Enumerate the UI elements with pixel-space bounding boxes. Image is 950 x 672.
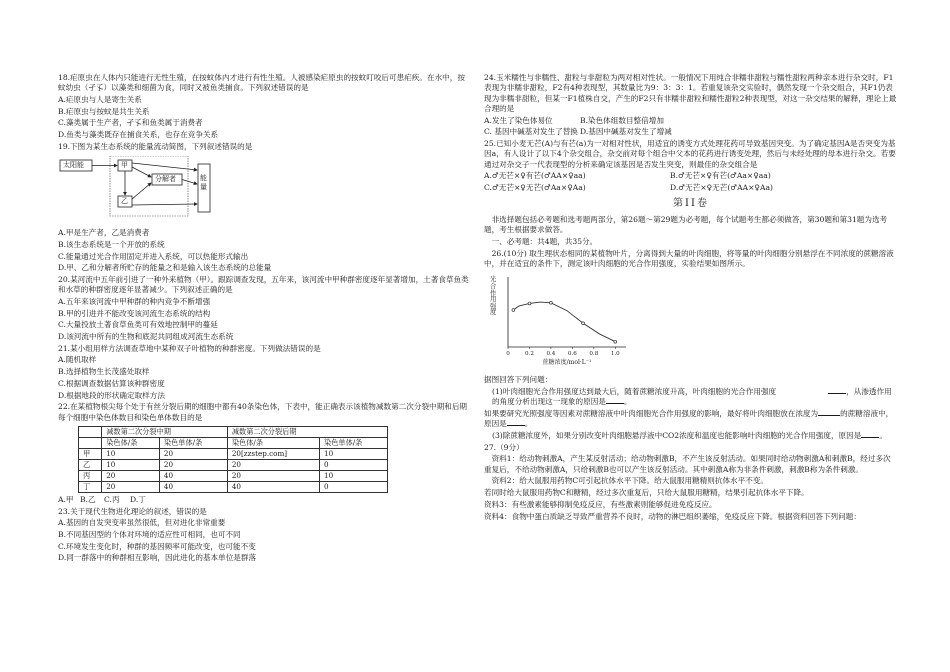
- option-a: A.♂无芒×♀有芒(♂AA×♀aa): [484, 171, 586, 181]
- sub-question-1-text: (1)叶肉细胞光合作用强度达到最大后，随着蔗糖浓度升高，叶肉细胞的光合作用强度: [492, 387, 777, 397]
- option-d: D.丁: [130, 494, 146, 504]
- table-header-cell: 减数第二次分裂后期: [227, 426, 387, 437]
- table-cell: 0: [320, 459, 388, 470]
- data-point: [582, 322, 585, 325]
- answer-blank[interactable]: [818, 415, 840, 416]
- table-header-row: [79, 426, 388, 437]
- table-cell: 10: [320, 470, 388, 481]
- label-sun: 太阳能: [63, 161, 84, 170]
- question-25: [484, 139, 898, 193]
- option-c: C.根据调查数据估算该种群密度: [58, 378, 165, 388]
- table-cell: 40: [159, 470, 227, 481]
- sub-question-2-text-b: 的蔗糖溶液中，原因是: [484, 409, 894, 429]
- material-2-cont: 若同时给大鼠服用药物C和糖精，经过多次重复后，只给大鼠服用糖精，结果引起抗体水平下降。: [484, 488, 809, 498]
- question-stem: 18.疟原虫在人体内只能进行无性生殖，在按蚊体内才进行有性生殖。人被感染疟原虫的按蚊叮咬后可患疟疾。在水中，按蚊幼虫（孑孓）以藻类和细菌为食，同时又被鱼类捕食。下列叙述错误的是: [58, 73, 465, 93]
- table-cell: 20[zzstep.com]: [227, 448, 319, 459]
- option-a: A.五年来该河流中甲种群的种内竞争不断增强: [58, 296, 211, 306]
- x-tick-label: 0: [506, 351, 510, 358]
- option-d: D.该河流中所有的生物和底泥共同组成河流生态系统: [58, 332, 234, 342]
- option-d: D.基因中碱基对发生了增减: [580, 127, 672, 137]
- option-d: D.鱼类与藻类既存在捕食关系，也存在竞争关系: [58, 130, 219, 140]
- table-header-cell: 染色单体/条: [159, 437, 227, 448]
- option-row: [58, 495, 470, 505]
- answer-blank[interactable]: [606, 403, 624, 404]
- option-c: C.丙: [104, 494, 120, 504]
- label-decomposer: 分解者: [155, 175, 176, 184]
- table-cell: 40: [159, 481, 227, 492]
- table-cell: 20: [102, 470, 160, 481]
- option-d: D.甲、乙和分解者所贮存的能量之和是输入该生态系统的总能量: [58, 263, 272, 273]
- table-cell: 20: [159, 448, 227, 459]
- material-4: 资料4：食物中蛋白质缺乏导致严重营养不良时，动物的淋巴组织萎缩，免疫反应下降。根据资料回答下列问题：: [484, 511, 861, 521]
- option-b: B.乙: [80, 494, 96, 504]
- data-point: [550, 302, 553, 305]
- question-18: [58, 73, 470, 140]
- option-b: B.甲的引进并不能改变该河流生态系统的结构: [58, 308, 211, 318]
- label-yi: 乙: [121, 197, 128, 206]
- question-stem: 22.在某植物根尖每个处于有丝分裂后期的细胞中都有40条染色体，下表中，能正确表示该植物减数第二次分裂中期和后期每个细胞中染色体数目和染色单体数目的是: [58, 402, 468, 422]
- option-row: [484, 116, 898, 126]
- option-d: D.♂无芒×♀无芒(♂AA×♀Aa): [670, 183, 773, 193]
- option-row: [484, 127, 898, 137]
- table-row: [79, 470, 388, 481]
- table-row: [79, 448, 388, 459]
- x-tick-label: 0.8: [589, 351, 599, 358]
- table-cell: 20: [227, 459, 319, 470]
- table-header-cell: 染色体/条: [227, 437, 319, 448]
- chromosome-table: [78, 426, 388, 493]
- x-tick-label: 0.6: [567, 351, 577, 358]
- option-b: B.疟原虫与按蚊是共生关系: [58, 106, 150, 116]
- table-cell: 丙: [79, 470, 102, 481]
- option-c: C.大量投放土著食草鱼类可有效地控制甲的蔓延: [58, 320, 218, 330]
- material-3: 资料3：有些激素能够抑制免疫反应，有些激素则能够促进免疫反应。: [484, 499, 717, 509]
- option-c: C.能量通过光合作用固定并进入系统，可以热能形式输出: [58, 251, 249, 261]
- table-cell: 丁: [79, 481, 102, 492]
- question-19: [58, 142, 470, 274]
- table-cell: 20: [102, 481, 160, 492]
- x-axis-label: 蔗糖浓度/mol·L⁻¹: [542, 359, 592, 367]
- option-b: B.选择植物生长茂盛处取样: [58, 367, 150, 377]
- option-b: B.染色体组数目整倍增加: [580, 115, 664, 125]
- table-cell: 20: [159, 459, 227, 470]
- option-a: A.疟原虫与人是寄生关系: [58, 95, 142, 105]
- data-point: [512, 309, 515, 312]
- label-jia: 甲: [121, 161, 128, 170]
- table-cell: 0: [320, 481, 388, 492]
- table-row: [79, 481, 388, 492]
- question-stem: 19.下图为某生态系统的能量流动简图，下列叙述错误的是: [58, 141, 253, 151]
- option-a: A.随机取样: [58, 355, 97, 365]
- question-stem: 21.某小组用样方法调查草地中某种双子叶植物的种群密度。下列做法错误的是: [58, 343, 321, 353]
- x-tick-label: 1.0: [610, 351, 620, 358]
- option-b: B.该生态系统是一个开放的系统: [58, 239, 165, 249]
- data-point: [528, 302, 531, 305]
- x-tick-label: 0.2: [525, 351, 534, 358]
- table-cell: 20: [227, 470, 319, 481]
- photosynthesis-chart: [488, 273, 638, 369]
- option-b: B.不同基因型的个体对环境的适应性可相同，也可不同: [58, 530, 241, 540]
- table-header-cell: [79, 437, 102, 448]
- question-stem: 25.已知小麦无芒(A)与有芒(a)为一对相对性状，用适宜的诱变方式处理花药可导致基因突变。为了确定基因A是否突变为基因a，有人设计了以下4个杂交组合，杂交前对每个组合中父本的花药进行诱变处理，然后与未经处理的母本进行杂交。若要通过对杂交子一代表现型的分析来确定该基因是否发生突变，则最佳的杂交组合是: [484, 139, 896, 169]
- required-section-label: 一、必考题：共4题，共35分。: [491, 237, 598, 246]
- option-d: D.根据地段的形状确定取样方法: [58, 390, 165, 400]
- table-cell: 10: [320, 448, 388, 459]
- option-c: C. 基因中碱基对发生了替换: [484, 127, 578, 137]
- option-c: C.♂无芒×♀无芒(♂Aa×♀Aa): [484, 183, 586, 193]
- table-header-cell: 染色单体/条: [320, 437, 388, 448]
- question-stem: 20.某河流中五年前引进了一种外来植物（甲）。跟踪调查发现，五年来，该河流中甲种群密度逐年显著增加，土著食草鱼类和水草的种群密度逐年显著减少。下列叙述正确的是: [58, 274, 469, 295]
- option-a: A.甲: [58, 494, 74, 504]
- option-b: B.♂无芒×♀有芒(♂Aa×♀aa): [670, 171, 771, 181]
- table-row: [79, 459, 388, 470]
- option-a: A.甲是生产者，乙是消费者: [58, 228, 150, 238]
- sub-question-1: (1)叶肉细胞光合作用强度达到最大后，随着蔗糖浓度升高，叶肉细胞的光合作用强度 ，从渗透作用的角度分析出现这一现象的原因是 。: [492, 387, 892, 407]
- question-27: [484, 443, 898, 522]
- table-header-cell: 减数第二次分裂中期: [102, 426, 228, 437]
- chart-y-axis-label: 光合作用强度: [490, 276, 497, 317]
- option-row: [484, 183, 898, 193]
- question-stem: 23.关于现代生物进化理论的叙述，错误的是: [58, 506, 207, 516]
- table-header-cell: 染色体/条: [102, 437, 160, 448]
- sub-question-3-text: (3)除蔗糖浓度外，如果分别改变叶肉细胞悬浮液中CO2浓度和温度也能影响叶肉细胞的光合作用强度，原因是: [492, 431, 862, 441]
- answer-blank[interactable]: [861, 437, 879, 438]
- chart-svg: [488, 273, 638, 369]
- answer-intro: 据图回答下列问题：: [484, 375, 553, 385]
- question-21: [58, 344, 470, 401]
- question-20: [58, 275, 470, 342]
- answer-blank[interactable]: [828, 393, 846, 394]
- question-23: [58, 507, 470, 564]
- part-two-intro: 非选择题包括必考题和选考题两部分，第26题～第29题为必考题，每个试题考生都必须做答，第30题和第31题为选考题，考生根据要求做答。: [484, 214, 888, 235]
- label-energy: 能量: [200, 174, 207, 191]
- question-24: [484, 73, 898, 138]
- left-column: [58, 72, 470, 565]
- question-stem: 24.玉米糯性与非糯性、甜粒与非甜粒为两对相对性状。一般情况下用纯合非糯非甜粒与糯性甜粒两种亲本进行杂交时，F1表现为非糯非甜粒，F2有4种表现型，其数量比为9：3：3：1。若重复该杂交实验时，偶然发现一个杂交组合，其F1仍表现为非糯非甜粒，但某一F1植株自交，产生的F2只有非糯非甜粒和糯性甜粒2种表现型，对这一杂交结果的解释，理论上最合理的是: [484, 73, 897, 113]
- table-cell: 乙: [79, 459, 102, 470]
- material-2: 资料2：给大鼠服用药物C可引起抗体水平下降。给大鼠服用糖精则抗体水平不变。: [491, 476, 769, 486]
- table-header-row: [79, 437, 388, 448]
- option-row: [484, 171, 898, 181]
- option-d: D.同一群落中的种群相互影响，因此进化的基本单位是群落: [58, 553, 257, 563]
- question-26: [484, 249, 898, 442]
- sub-question-2: 如果要研究光照强度等因素对蔗糖溶液中叶肉细胞光合作用强度的影响，最好将叶肉细胞放在浓度为 的蔗糖溶液中，原因是 。: [484, 409, 894, 429]
- answer-blank[interactable]: [507, 425, 525, 426]
- question-stem: 26.(10分) 取生理状态相同的某植物叶片，分离得到大量的叶肉细胞，将等量的叶肉细胞分别悬浮在不同浓度的蔗糖溶液中，并在适宜的条件下，测定该叶肉细胞的光合作用强度，实验结果如图所示。: [484, 248, 894, 269]
- series-line: [513, 302, 615, 342]
- table-header-cell: [79, 426, 102, 437]
- x-tick-label: 0.4: [546, 351, 556, 358]
- option-a: A.发生了染色体易位: [484, 115, 553, 125]
- energy-flow-diagram: [58, 156, 218, 222]
- table-cell: 10: [102, 448, 160, 459]
- part-two-title: 第II卷: [673, 198, 709, 210]
- option-c: C.藻类属于生产者，孑孓和鱼类属于消费者: [58, 118, 203, 128]
- option-a: A.基因的自发突变率虽然很低，但对进化非常重要: [58, 518, 226, 528]
- right-column: [484, 72, 898, 523]
- data-point: [614, 341, 617, 344]
- option-c: C.环境发生变化时，种群的基因频率可能改变，也可能不变: [58, 541, 256, 551]
- sub-question-1-text-b: ，从渗透作用的角度分析出现这一现象的原因是: [492, 387, 892, 407]
- sub-question-2-text: 如果要研究光照强度等因素对蔗糖溶液中叶肉细胞光合作用强度的影响，最好将叶肉细胞放在浓度为: [484, 409, 819, 419]
- material-1: 资料1：给动物刺激A，产生某反射活动；给动物刺激B，不产生该反射活动。如果同时给动物刺激A和刺激B，经过多次重复后，不给动物刺激A，只给刺激B也可以产生该反射活动。其中刺激A称为非条件刺激，刺激B称为条件刺激。: [484, 454, 891, 474]
- question-22: [58, 402, 470, 505]
- sub-question-3: (3)除蔗糖浓度外，如果分别改变叶肉细胞悬浮液中CO2浓度和温度也能影响叶肉细胞的光合作用强度，原因是 。: [492, 431, 887, 441]
- table-cell: 甲: [79, 448, 102, 459]
- table-cell: 40: [227, 481, 319, 492]
- table-cell: 10: [102, 459, 160, 470]
- question-title: 27.（9分）: [484, 442, 524, 452]
